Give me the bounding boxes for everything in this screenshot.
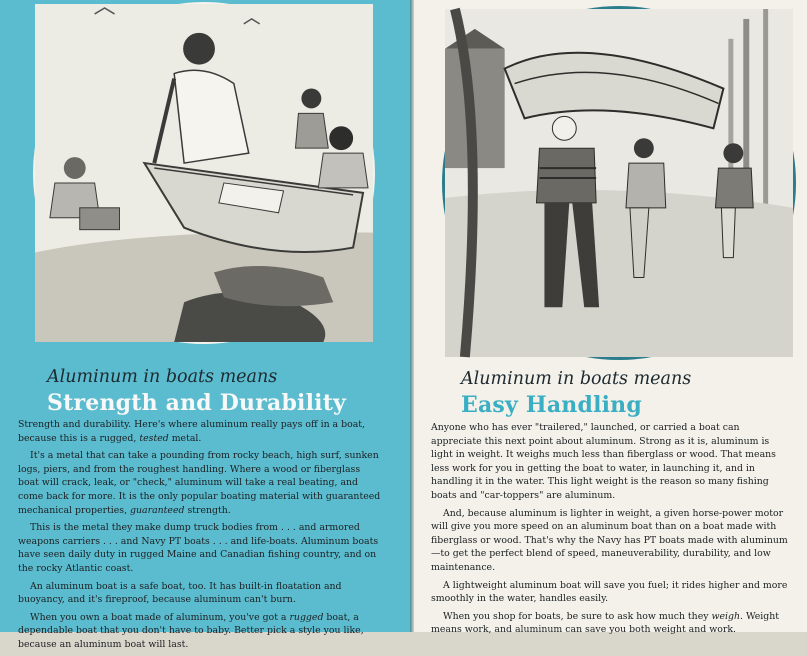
right-paragraph-4: When you shop for boats, be sure to ask how much they weigh. Weight means work, and aluminum can save you both weight and work. (431, 610, 780, 636)
right-paragraph-1: Anyone who has ever "trailered," launched, or carried a boat can appreciate this next point about aluminum. Strong as it is, aluminum is light in weight. It weighs much less than fiberglass or wood. That means less work for you in getting the boat to water, in launching it, and in handling it in the water. This light weight is the reason so many fishing boats and "car-toppers" are aluminum. (431, 422, 776, 501)
left-paragraph-4: An aluminum boat is a safe boat, too. It has built-in floatation and buoyancy, and it's fireproof, because aluminum can't burn. (18, 580, 342, 606)
family-boat-illustration (33, 2, 375, 344)
left-paragraph-1: Strength and durability. Here's where aluminum really pays off in a boat, because this is a rugged, tested metal. (18, 419, 365, 444)
left-headline: Strength and Durability (47, 390, 347, 416)
left-kicker: Aluminum in boats means (47, 367, 278, 387)
left-body-text (18, 418, 384, 656)
carrying-boat-drawing (445, 9, 793, 357)
left-paragraph-5: When you own a boat made of aluminum, you've got a rugged boat, a dependable boat that you don't have to baby. Better pick a style you like, because an aluminum boat will last. (18, 611, 364, 650)
right-kicker: Aluminum in boats means (461, 369, 692, 389)
right-body-text (431, 421, 793, 641)
family-boat-drawing (35, 4, 373, 342)
left-paragraph-3: This is the metal they make dump truck bodies from . . . and armored weapons carriers . . . and Navy PT boats . . . and life-boats. Aluminum boats have seen daily duty in rugged Maine and Canadian fishing country, and on the rocky Atlantic coast. (18, 522, 379, 574)
right-headline: Easy Handling (461, 392, 642, 418)
right-paragraph-2: And, because aluminum is lighter in weight, a given horse-power motor will give you more speed on an aluminum boat than on a boat made with fiberglass or wood. That's why the Navy has PT boats made with aluminum—to get the perfect blend of speed, maneuverability, durability, and low maintenance. (431, 507, 788, 573)
right-page (414, 0, 807, 636)
carrying-boat-illustration (442, 6, 796, 360)
right-paragraph-3: A lightweight aluminum boat will save you fuel; it rides higher and more smoothly in the water, handles easily. (431, 579, 788, 605)
left-paragraph-2: It's a metal that can take a pounding from rocky beach, high surf, sunken logs, piers, and from the roughest handling. Where a wood or fiberglass boat will crack, leak, or "check," aluminum will take a real beating, and come back for more. It is the only popular boating material with guaranteed mechanical properties, guaranteed strength. (18, 450, 381, 516)
